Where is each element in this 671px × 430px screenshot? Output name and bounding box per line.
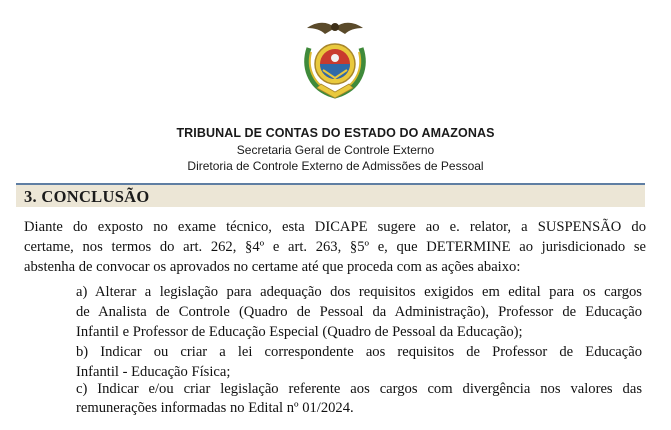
item-a-line: Infantil e Professor de Educação Especial (Quadro de Pessoal da Educação);: [76, 324, 523, 340]
directorate-name: Diretoria de Controle Externo de Admissões de Pessoal: [187, 159, 484, 173]
item-a-line: a) Alterar a legislação para adequação dos requisitos exigidos em edital para os cargos: [76, 284, 642, 300]
item-c-line: c) Indicar e/ou criar legislação referente aos cargos com divergência nos valores das: [76, 381, 642, 397]
institution-name: TRIBUNAL DE CONTAS DO ESTADO DO AMAZONAS: [176, 126, 495, 140]
department-name: Secretaria Geral de Controle Externo: [236, 143, 435, 157]
paragraph-line: abstenha de convocar os aprovados no certame até que proceda com as ações abaixo:: [24, 259, 521, 275]
item-b-line: Infantil - Educação Física;: [76, 364, 231, 380]
coat-of-arms-icon: [297, 18, 373, 100]
item-a-line: de Analista de Controle (Quadro de Pessoal da Administração), Professor de Educação: [76, 304, 642, 320]
item-c-line: remunerações informadas no Edital nº 01/2024.: [76, 400, 354, 416]
paragraph-line: certame, nos termos do art. 262, §4º e art. 263, §5º e, que DETERMINE ao jurisdicionado se: [24, 239, 646, 255]
item-b-line: b) Indicar ou criar a lei correspondente aos requisitos de Professor de Educação: [76, 344, 642, 360]
section-title: 3. CONCLUSÃO: [24, 187, 150, 206]
paragraph-line: Diante do exposto no exame técnico, esta DICAPE sugere ao e. relator, a SUSPENSÃO do: [24, 219, 646, 235]
section-heading-bar: [16, 183, 645, 207]
